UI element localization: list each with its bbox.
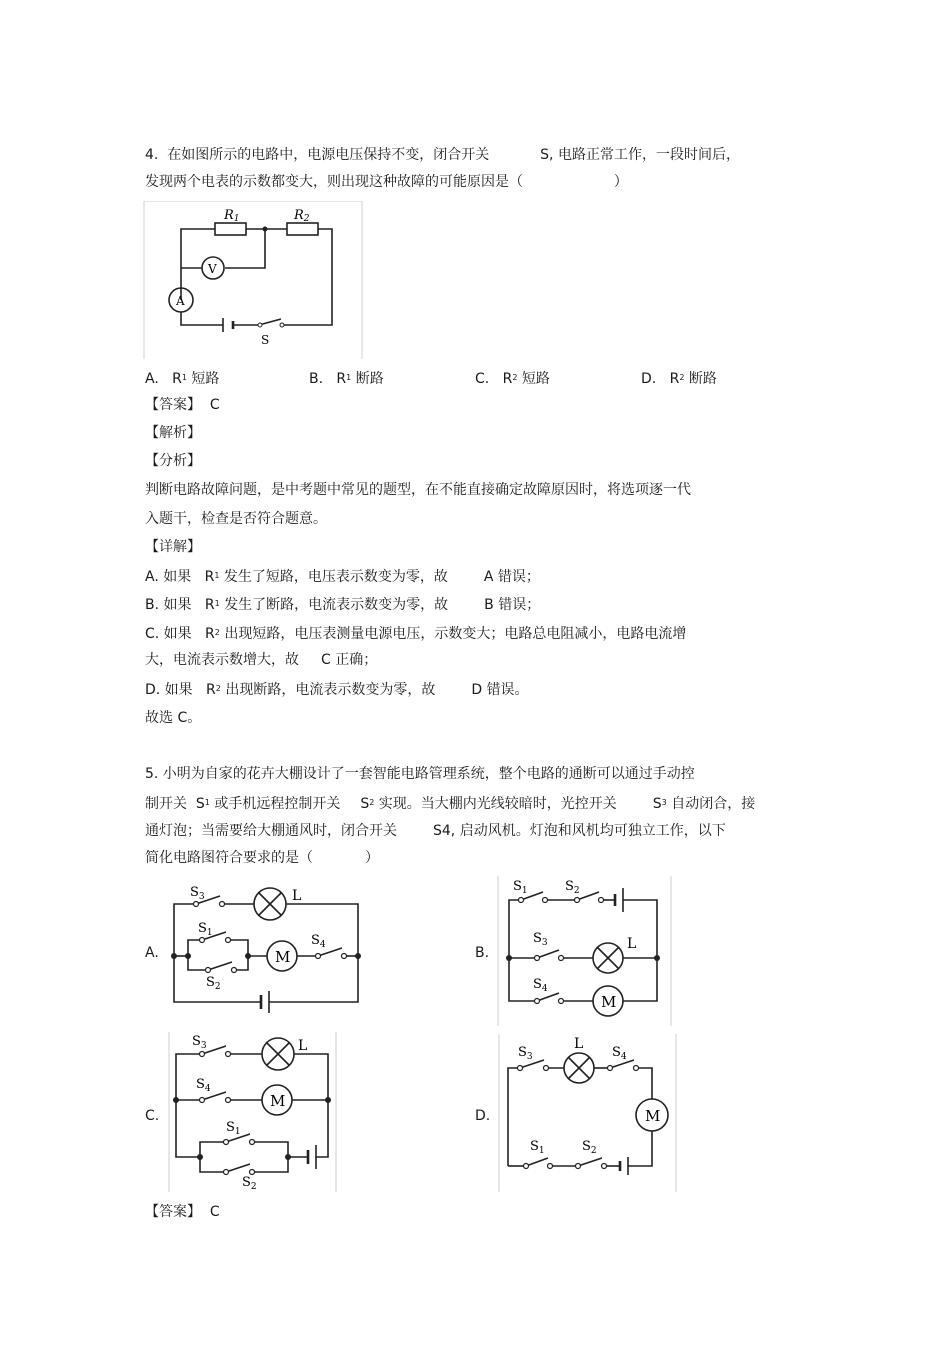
answer-value: C: [209, 1204, 220, 1220]
option-sub: 2: [512, 373, 518, 382]
q4-answer: [145, 396, 220, 414]
voltmeter-label: V: [208, 262, 217, 276]
option-r: R: [172, 371, 182, 387]
option-letter: A.: [145, 371, 159, 387]
q5-answer: [145, 1203, 220, 1221]
q4-line2-text: 发现两个电表的示数都变大，则出现这种故障的可能原因是（: [145, 174, 523, 190]
detail-end: 错误。: [486, 682, 529, 698]
switch-label: S: [261, 333, 270, 347]
q5-s1-sub: 1: [204, 798, 210, 807]
q5-option-a-label: A.: [145, 945, 159, 961]
label-m: M: [645, 1107, 661, 1125]
q5-s3-sub: 3: [661, 798, 667, 807]
q4-fenxi-line2: 入题干，检查是否符合题意。: [145, 511, 327, 527]
detail-end: 错误；: [497, 569, 540, 585]
answer-label: 【答案】: [145, 1204, 201, 1220]
label-m: M: [270, 1092, 286, 1110]
q4-option-a: [145, 370, 219, 390]
option-sub: 1: [181, 373, 187, 382]
label-s1: $S_1$: [513, 879, 528, 896]
detail-opt: B: [484, 597, 494, 613]
option-text: 断路: [355, 371, 384, 387]
q5-option-b-label: B.: [475, 945, 490, 961]
detail-mid: 出现断路，电流表示数变为零，故: [225, 682, 436, 698]
detail-line2: 大，电流表示数增大，故: [145, 652, 299, 668]
label-l: L: [574, 1036, 584, 1052]
option-r: R: [669, 371, 680, 387]
q4-detail-b: [145, 596, 540, 616]
detail-sub: 2: [215, 684, 221, 693]
q4-option-c: [475, 370, 550, 390]
label-s2: $S_2$: [206, 975, 221, 992]
label-s4: $S_4$: [311, 933, 326, 950]
q4-fenxi-heading: 【分析】: [145, 453, 201, 469]
option-r: R: [336, 371, 347, 387]
detail-r: R: [206, 682, 216, 698]
label-s1: $S_1$: [226, 1120, 241, 1137]
label-s2: $S_2$: [565, 879, 580, 896]
q4-fenxi-line1: 判断电路故障问题，是中考题中常见的题型，在不能直接确定故障原因时，将选项逐一代: [145, 482, 691, 498]
q5-s1: S: [195, 796, 205, 812]
detail-mid: 发生了短路，电压表示数变为零，故: [223, 569, 448, 585]
detail-prefix: D. 如果: [145, 682, 193, 698]
detail-opt: A: [483, 569, 494, 585]
q5-text: 或手机远程控制开关: [214, 796, 341, 812]
label-s3: $S_3$: [533, 931, 548, 948]
q5-s2-sub: 2: [369, 798, 375, 807]
q4-detail-c: [145, 625, 686, 645]
detail-prefix: A. 如果: [145, 569, 192, 585]
label-s4: $S_4$: [196, 1077, 211, 1094]
option-r: R: [502, 371, 513, 387]
q5-close: ）: [365, 850, 379, 866]
detail-prefix: C. 如果: [145, 626, 192, 642]
label-s1: $S_1$: [198, 921, 213, 938]
q4-detail-a: [145, 568, 540, 588]
label-m: M: [601, 993, 617, 1011]
q5-text: 通灯泡；当需要给大棚通风时，闭合开关: [145, 823, 397, 839]
q4-line1-tail: 电路正常工作，一段时间后，: [557, 147, 740, 163]
detail-opt: D: [471, 682, 483, 698]
option-letter: C.: [475, 371, 490, 387]
q4-fig-r1: R1: [224, 208, 240, 224]
ammeter-label: A: [176, 294, 185, 308]
q5-text: 实现。当大棚内光线较暗时，光控开关: [378, 796, 617, 812]
option-text: 短路: [191, 371, 220, 387]
detail-end: 错误；: [498, 597, 541, 613]
q4-detail-c-line2: [145, 651, 377, 669]
q4-option-b: [309, 370, 384, 390]
q4-detail-d: [145, 681, 529, 701]
label-s2: $S_2$: [242, 1175, 257, 1192]
q4-line1-text: 在如图所示的电路中，电源电压保持不变，闭合开关: [167, 147, 490, 163]
option-text: 短路: [521, 371, 550, 387]
label-s4: $S_4$: [612, 1045, 627, 1062]
q5-text: 简化电路图符合要求的是（: [145, 850, 313, 866]
q5-s3: S: [652, 796, 662, 812]
answer-value: C: [209, 397, 220, 413]
q5-option-c-label: C.: [145, 1108, 160, 1124]
q4-option-d: [641, 370, 717, 390]
q4-switch-s: S,: [540, 147, 554, 163]
label-s3: $S_3$: [192, 1034, 207, 1051]
q5-text: 制开关: [145, 796, 187, 812]
option-sub: 1: [346, 373, 352, 382]
label-s3: $S_3$: [190, 885, 205, 902]
detail-opt: C: [321, 652, 331, 668]
option-letter: D.: [641, 371, 657, 387]
label-s3: $S_3$: [518, 1045, 533, 1062]
detail-sub: 1: [214, 599, 220, 608]
label-s4: $S_4$: [533, 977, 548, 994]
detail-r: R: [204, 569, 215, 585]
label-l: L: [298, 1038, 308, 1054]
detail-mid: 出现短路，电压表测量电源电压，示数变大；电路总电阻减小，电路电流增: [224, 626, 687, 642]
q4-number: 4.: [145, 147, 159, 163]
option-sub: 2: [679, 373, 685, 382]
option-text: 断路: [688, 371, 717, 387]
option-letter: B.: [309, 371, 324, 387]
detail-sub: 2: [214, 628, 220, 637]
answer-label: 【答案】: [145, 397, 201, 413]
q5-text: 启动风机。灯泡和风机均可独立工作，以下: [459, 823, 726, 839]
q5-line4: [145, 849, 379, 867]
q4-circuit-figure: [143, 201, 363, 359]
q4-xiangjie-heading: 【详解】: [145, 539, 201, 555]
detail-mid: 发生了断路，电流表示数变为零，故: [224, 597, 449, 613]
q5-s2: S: [360, 796, 370, 812]
q4-line2-close: ）: [613, 174, 628, 190]
detail-prefix: B. 如果: [145, 597, 192, 613]
label-m: M: [275, 948, 291, 966]
q4-line2: [145, 173, 628, 191]
label-s1: $S_1$: [530, 1139, 545, 1156]
label-l: L: [292, 888, 302, 904]
q5-line3: [145, 822, 726, 840]
detail-r: R: [205, 626, 215, 642]
q5-s4: S4,: [433, 823, 456, 839]
label-l: L: [627, 936, 637, 952]
detail-sub: 1: [214, 571, 220, 580]
q4-jiexi-heading: 【解析】: [145, 425, 201, 441]
q5-circuit-b: [497, 876, 673, 1026]
q5-line1: 5. 小明为自家的花卉大棚设计了一套智能电路管理系统，整个电路的通断可以通过手动控: [145, 766, 695, 782]
q5-circuit-a: [168, 880, 371, 1020]
q4-conclusion: 故选 C。: [145, 710, 202, 726]
q5-option-d-label: D.: [475, 1108, 491, 1124]
q5-text: 自动闭合，接: [671, 796, 756, 812]
q4-fig-r2: R2: [294, 208, 310, 224]
detail-end: 正确；: [335, 652, 378, 668]
q5-line2: [145, 795, 755, 815]
label-s2: $S_2$: [582, 1139, 597, 1156]
q4-line1: [145, 146, 740, 164]
q5-circuit-d: [498, 1034, 678, 1192]
detail-r: R: [204, 597, 215, 613]
q5-circuit-c: [168, 1032, 340, 1192]
